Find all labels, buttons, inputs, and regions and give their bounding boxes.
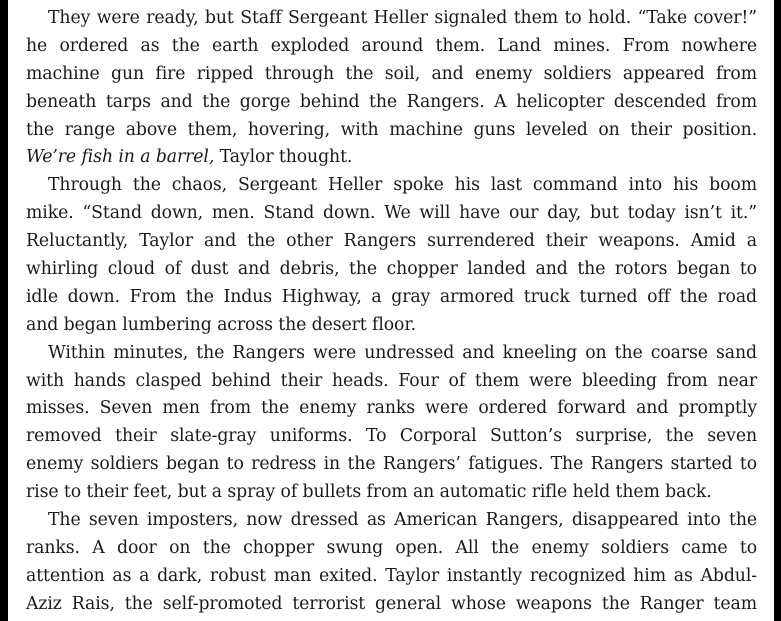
italic-thought: We’re fish in a barrel, [26, 147, 215, 168]
text-line: Aziz Rais, the self-promoted terrorist general whose weapons the Ranger team [26, 593, 757, 614]
text-line: machine gun fire ripped through the soil, and enemy soldiers appeared from [26, 63, 757, 84]
text-line: removed their slate-gray uniforms. To Corporal Sutton’s surprise, the seven [26, 426, 757, 447]
text-line: Reluctantly, Taylor and the other Rangers surrendered their weapons. Amid a [26, 231, 757, 252]
text-line: Within minutes, the Rangers were undressed and kneeling on the coarse sand [48, 342, 757, 363]
text-line: ranks. A door on the chopper swung open. All the enemy soldiers came to [26, 537, 757, 558]
text-line: the range above them, hovering, with machine guns leveled on their position. [26, 119, 757, 140]
text-line: whirling cloud of dust and debris, the chopper landed and the rotors began to [26, 259, 757, 280]
text-line: idle down. From the Indus Highway, a gray armored truck turned off the road [26, 286, 757, 307]
text-line: misses. Seven men from the enemy ranks were ordered forward and promptly [26, 398, 757, 419]
text-line: The seven imposters, now dressed as American Rangers, disappeared into the [48, 510, 757, 531]
text-line: he ordered as the earth exploded around them. Land mines. From nowhere [26, 35, 757, 56]
text-line [26, 144, 757, 172]
text-line: rise to their feet, but a spray of bullets from an automatic rifle held them back. [26, 482, 712, 503]
text-fragment: Taylor thought. [214, 147, 353, 168]
text-line: beneath tarps and the gorge behind the Rangers. A helicopter descended from [26, 91, 757, 112]
text-line: with hands clasped behind their heads. Four of them were bleeding from near [26, 370, 757, 391]
text-line: attention as a dark, robust man exited. Taylor instantly recognized him as Abdul- [26, 565, 757, 586]
text-line: mike. “Stand down, men. Stand down. We will have our day, but today isn’t it.” [26, 203, 757, 224]
text-line: They were ready, but Staff Sergeant Heller signaled them to hold. “Take cover!” [48, 8, 757, 28]
text-line: and began lumbering across the desert floor. [26, 314, 417, 335]
text-line: enemy soldiers began to redress in the Rangers’ fatigues. The Rangers started to [26, 454, 757, 475]
text-line: Through the chaos, Sergeant Heller spoke his last command into his boom [48, 175, 757, 196]
book-page [8, 0, 774, 621]
body-text [26, 5, 757, 619]
